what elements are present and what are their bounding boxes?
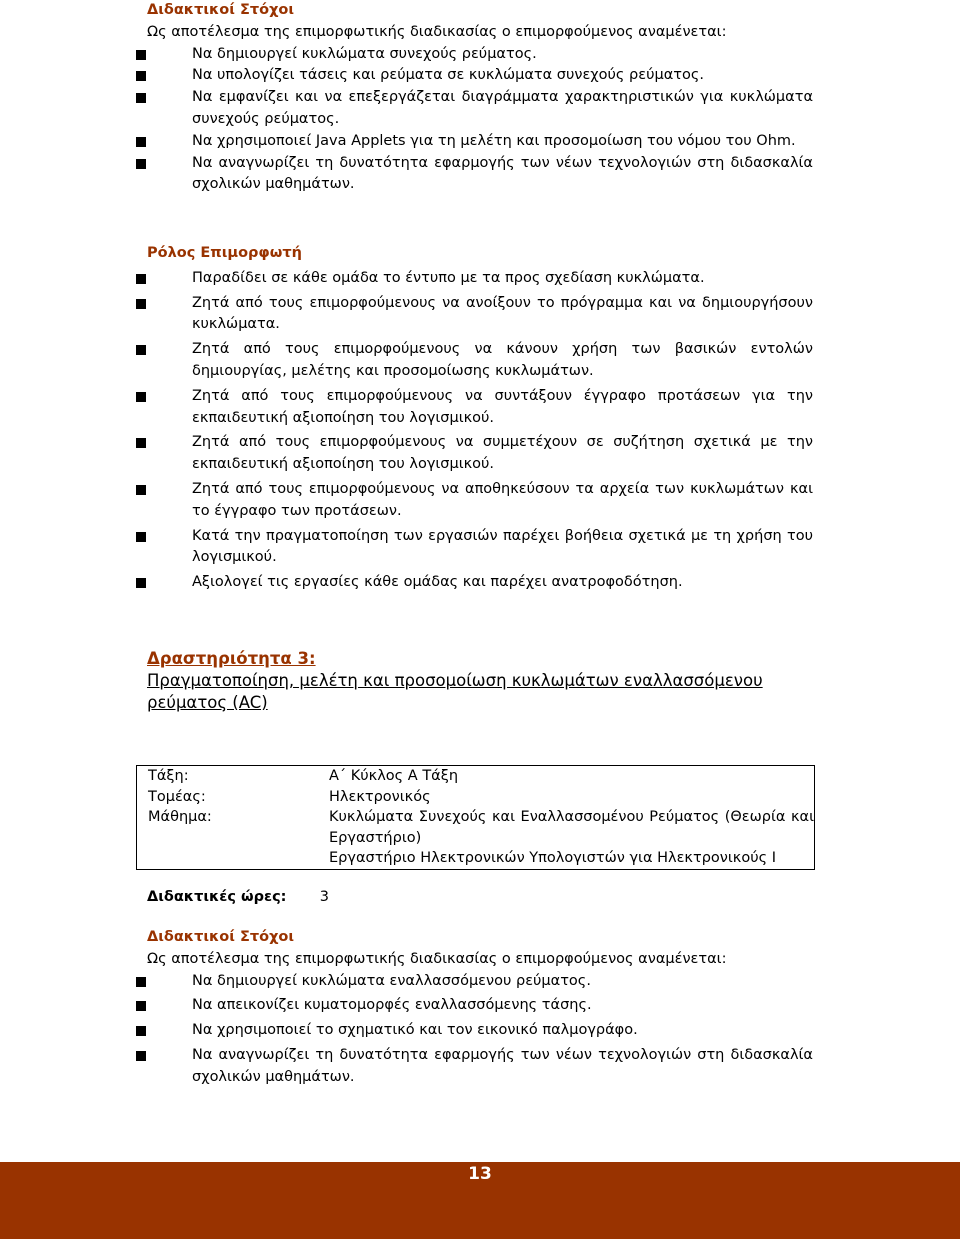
list-item-text: Να απεικονίζει κυματομορφές εναλλασσόμενης τάσης. [192,997,592,1014]
activity-title: Πραγματοποίηση, μελέτη και προσομοίωση κυκλωμάτων εναλλασσόμενου ρεύματος (AC) [147,671,763,712]
bullet-square-icon [136,977,146,987]
bullet-square-icon [136,1026,146,1036]
list-item [147,268,813,290]
bullet-square-icon [136,137,146,147]
teaching-hours [147,887,329,909]
table-row [137,807,814,869]
list-item-text: Ζητά από τους επιμορφούμενους να αποθηκεύσουν τα αρχεία των κυκλωμάτων και το έγγραφο των προτάσεων. [192,480,813,519]
class-label: Τάξη: [148,768,189,784]
role-heading: Ρόλος Επιμορφωτή [147,245,302,261]
bullet-square-icon [136,1001,146,1011]
list-item [147,971,813,993]
table-row [137,787,814,808]
goals-section-1 [147,0,813,196]
bullet-square-icon [136,532,146,542]
bullet-square-icon [136,1051,146,1061]
sector-value: Ηλεκτρονικός [329,788,431,805]
list-item [147,386,813,430]
list-item [147,339,813,383]
bullet-square-icon [136,578,146,588]
list-item [147,995,813,1017]
list-item-text: Αξιολογεί τις εργασίες κάθε ομάδας και παρέχει ανατροφοδότηση. [192,574,683,591]
course-value [329,807,814,869]
hours-label: Διδακτικές ώρες: [147,889,287,905]
list-item-text: Ζητά από τους επιμορφούμενους να κάνουν χρήση των βασικών εντολών δημιουργίας, μελέτης και προσομοίωσης κυκλωμάτων. [192,341,813,379]
list-item-text: Κατά την πραγματοποίηση των εργασιών παρέχει βοήθεια σχετικά με τη χρήση του λογισμικού. [192,527,813,566]
bullet-square-icon [136,71,146,81]
list-item-text: Να χρησιμοποιεί το σχηματικό και τον εικονικό παλμογράφο. [192,1022,638,1039]
bullet-square-icon [136,93,146,103]
list-item [147,153,813,197]
list-item [147,44,813,66]
bullet-square-icon [136,485,146,495]
class-value: Α΄ Κύκλος Α Τάξη [329,768,459,784]
list-item [147,1045,813,1089]
role-list [147,268,813,594]
list-item-text: Να υπολογίζει τάσεις και ρεύματα σε κυκλώματα συνεχούς ρεύματος. [192,67,704,84]
role-section [147,243,813,594]
list-item-text: Ζητά από τους επιμορφούμενους να συμμετέχουν σε συζήτηση σχετικά με την εκπαιδευτική αξιοποίηση του λογισμικού. [192,434,813,473]
goals-heading-2: Διδακτικοί Στόχοι [147,929,295,945]
bullet-square-icon [136,438,146,448]
sector-label: Τομέας: [148,788,206,805]
list-item [147,432,813,476]
list-item [147,131,813,153]
course-label: Μάθημα: [148,809,212,825]
bullet-square-icon [136,392,146,402]
list-item [147,479,813,523]
goals-heading-1: Διδακτικοί Στόχοι [147,2,295,18]
list-item [147,293,813,337]
goals-intro-1: Ως αποτέλεσμα της επιμορφωτικής διαδικασίας ο επιμορφούμενος αναμένεται: [147,23,727,40]
bullet-square-icon [136,50,146,60]
goals-section-2 [147,927,813,1089]
activity-label: Δραστηριότητα 3: [147,649,316,668]
bullet-square-icon [136,299,146,309]
list-item-text: Παραδίδει σε κάθε ομάδα το έντυπο με τα προς σχεδίαση κυκλώματα. [192,269,705,286]
goals-intro-2: Ως αποτέλεσμα της επιμορφωτικής διαδικασίας ο επιμορφούμενος αναμένεται: [147,950,727,967]
page-number: 13 [468,1164,492,1184]
list-item-text: Ζητά από τους επιμορφούμενους να ανοίξουν το πρόγραμμα και να δημιουργήσουν κυκλώματα. [192,294,813,333]
bullet-square-icon [136,274,146,284]
goals-list-2 [147,971,813,1089]
list-item-text: Να εμφανίζει και να επεξεργάζεται διαγράμματα χαρακτηριστικών για κυκλώματα συνεχούς ρεύματος. [192,89,813,127]
list-item [147,572,813,594]
list-item [147,87,813,131]
course-info-table [136,765,815,870]
course-value-line-1: Κυκλώματα Συνεχούς και Εναλλασσομένου Ρεύματος (Θεωρία και Εργαστήριο) [329,809,814,846]
list-item [147,65,813,87]
list-item-text: Να χρησιμοποιεί Java Applets για τη μελέτη και προσομοίωση του νόμου του Ohm. [192,132,796,149]
bullet-square-icon [136,345,146,355]
hours-value: 3 [319,889,329,905]
list-item-text: Να αναγνωρίζει τη δυνατότητα εφαρμογής των νέων τεχνολογιών στη διδασκαλία σχολικών μαθημάτων. [192,1046,813,1085]
goals-list-1 [147,44,813,197]
list-item [147,526,813,570]
course-value-line-2: Εργαστήριο Ηλεκτρονικών Υπολογιστών για Ηλεκτρονικούς Ι [329,850,776,866]
list-item-text: Να δημιουργεί κυκλώματα συνεχούς ρεύματος. [192,45,537,62]
list-item [147,1020,813,1042]
list-item-text: Να δημιουργεί κυκλώματα εναλλασσόμενου ρεύματος. [192,972,591,989]
list-item-text: Ζητά από τους επιμορφούμενους να συντάξουν έγγραφο προτάσεων για την εκπαιδευτική αξιοποίηση του λογισμικού. [192,387,813,426]
table-row [137,766,814,787]
list-item-text: Να αναγνωρίζει τη δυνατότητα εφαρμογής των νέων τεχνολογιών στη διδασκαλία σχολικών μαθημάτων. [192,154,813,193]
activity-section [147,648,813,714]
bullet-square-icon [136,159,146,169]
